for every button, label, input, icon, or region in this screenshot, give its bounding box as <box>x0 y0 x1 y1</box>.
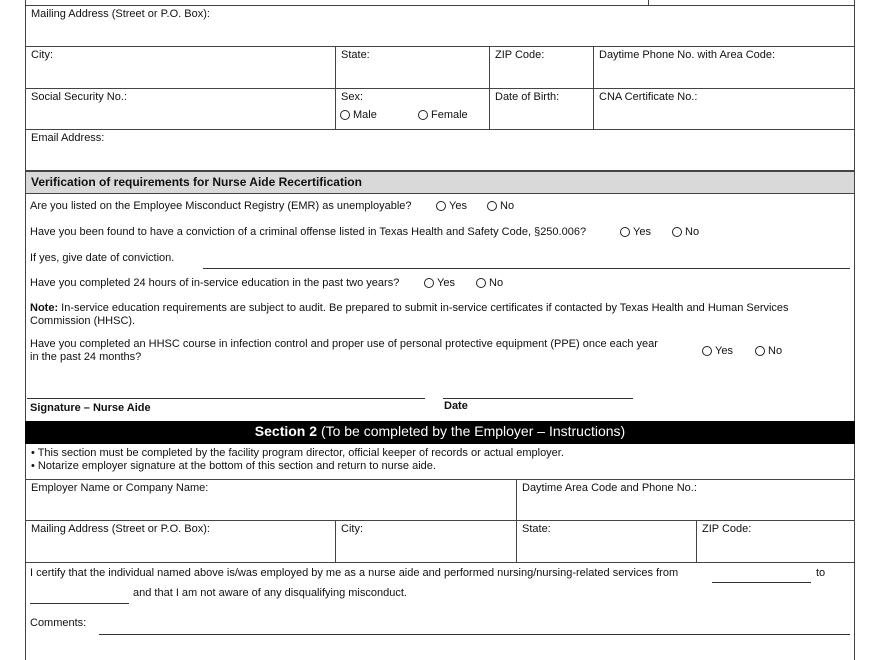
cna-label: CNA Certificate No.: <box>599 91 698 103</box>
conviction-date-input[interactable] <box>203 268 850 269</box>
signature-label: Signature – Nurse Aide <box>30 402 151 414</box>
q3-no-option[interactable]: No <box>476 277 503 289</box>
sex-field <box>336 89 490 130</box>
q2-yes-radio[interactable] <box>620 227 630 237</box>
mailing-address-field[interactable] <box>25 6 855 47</box>
female-option[interactable] <box>418 109 468 122</box>
q3-no-radio[interactable] <box>476 278 486 288</box>
female-radio[interactable] <box>418 110 428 120</box>
certify-text: I certify that the individual named above is/was employed by me as a nurse aide and performed nursing/nursing-related services from <box>30 567 679 579</box>
q2-yes-option[interactable]: Yes <box>620 226 651 238</box>
q3-yes-option[interactable]: Yes <box>424 277 455 289</box>
q4-yes-option[interactable]: Yes <box>702 345 733 357</box>
male-option[interactable] <box>340 109 377 122</box>
section2-title: Section 2 <box>254 423 318 439</box>
employer-phone-field[interactable] <box>517 480 855 521</box>
q2-no-radio[interactable] <box>672 227 682 237</box>
instruction-bullet-1: • This section must be completed by the facility program director, official keeper of records or actual employer. <box>31 447 564 459</box>
instruction-bullet-2: • Notarize employer signature at the bottom of this section and return to nurse aide. <box>31 460 436 472</box>
employer-city-field[interactable] <box>336 521 517 563</box>
question-inservice: Have you completed 24 hours of in-service education in the past two years? <box>30 277 400 289</box>
date-label: Date <box>444 400 468 412</box>
employer-zip-field[interactable] <box>697 521 855 563</box>
q2-no-option[interactable]: No <box>672 226 699 238</box>
certify-text-2: and that I am not aware of any disqualifying misconduct. <box>133 587 407 599</box>
employer-state-label: State: <box>522 523 551 535</box>
q4-yes-radio[interactable] <box>702 346 712 356</box>
dob-field[interactable] <box>490 89 594 130</box>
q4-no-option[interactable]: No <box>755 345 782 357</box>
city-label: City: <box>31 49 53 61</box>
employer-zip-label: ZIP Code: <box>702 523 752 535</box>
comments-input[interactable] <box>99 634 850 635</box>
zip-label: ZIP Code: <box>495 49 545 61</box>
question-conviction: Have you been found to have a conviction of a criminal offense listed in Texas Health and Safety Code, §250.006? <box>30 226 587 238</box>
q1-no-radio[interactable] <box>487 201 497 211</box>
q4-no-radio[interactable] <box>755 346 765 356</box>
dob-label: Date of Birth: <box>495 91 560 103</box>
form-page <box>25 0 855 660</box>
employer-city-label: City: <box>341 523 363 535</box>
q3-yes-radio[interactable] <box>424 278 434 288</box>
employer-phone-label: Daytime Area Code and Phone No.: <box>522 482 697 494</box>
employer-mailing-label: Mailing Address (Street or P.O. Box): <box>31 523 210 535</box>
to-label: to <box>816 567 826 579</box>
employment-from-input[interactable] <box>712 582 811 583</box>
male-label: Male <box>353 109 377 121</box>
state-field[interactable] <box>336 47 490 89</box>
employer-mailing-field[interactable] <box>25 521 336 563</box>
section2-header <box>25 421 855 444</box>
note-text: Note: In-service education requirements are subject to audit. Be prepared to submit in-service certificates if contacted by Texas Health and Human Services Commission (HHSC). <box>30 302 789 327</box>
signature-input[interactable] <box>27 398 425 399</box>
state-label: State: <box>341 49 370 61</box>
city-field[interactable] <box>25 47 336 89</box>
phone-label: Daytime Phone No. with Area Code: <box>599 49 776 61</box>
question-ppe: Have you completed an HHSC course in infection control and proper use of personal protective equipment (PPE) once each year in the past 24 months? <box>30 338 658 363</box>
email-field[interactable] <box>25 130 855 171</box>
sex-label: Sex: <box>341 91 364 103</box>
section2-instructions <box>25 444 855 480</box>
mailing-address-label: Mailing Address (Street or P.O. Box): <box>31 8 210 20</box>
ssn-label: Social Security No.: <box>31 91 127 103</box>
email-label: Email Address: <box>31 132 105 144</box>
employer-state-field[interactable] <box>517 521 697 563</box>
q1-yes-option[interactable]: Yes <box>436 200 467 212</box>
employer-name-label: Employer Name or Company Name: <box>31 482 209 494</box>
female-label: Female <box>431 109 468 121</box>
comments-label: Comments: <box>30 617 87 629</box>
signature-date-input[interactable] <box>443 398 633 399</box>
ssn-field[interactable] <box>25 89 336 130</box>
male-radio[interactable] <box>340 110 350 120</box>
phone-field[interactable] <box>594 47 855 89</box>
q1-no-option[interactable]: No <box>487 200 514 212</box>
verification-header: Verification of requirements for Nurse Aide Recertification <box>25 171 855 194</box>
question-emr: Are you listed on the Employee Misconduct Registry (EMR) as unemployable? <box>30 200 412 212</box>
employer-name-field[interactable] <box>25 480 517 521</box>
cna-field[interactable] <box>594 89 855 130</box>
section2-subtitle: (To be completed by the Employer – Instructions) <box>320 423 626 439</box>
q1-yes-radio[interactable] <box>436 201 446 211</box>
conviction-date-label: If yes, give date of conviction. <box>30 252 175 264</box>
employment-to-input[interactable] <box>30 603 129 604</box>
zip-field[interactable] <box>490 47 594 89</box>
